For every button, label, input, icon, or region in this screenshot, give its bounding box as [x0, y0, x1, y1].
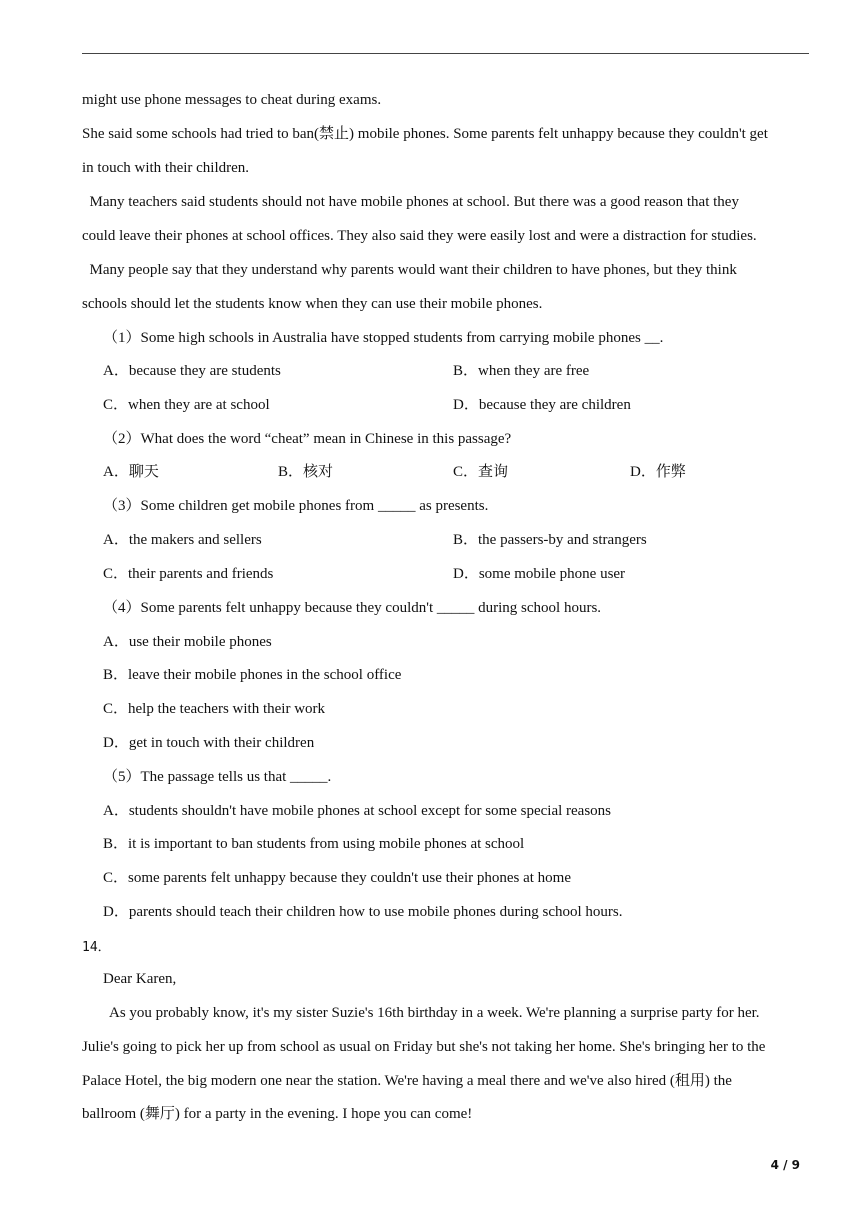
option-c: C．查询 [453, 464, 509, 480]
passage-line: Many people say that they understand why parents would want their children to have phones, but they think [82, 262, 737, 278]
letter-line: As you probably know, it's my sister Suzie's 16th birthday in a week. We're planning a surprise party for her. [109, 1005, 760, 1021]
question-stem: （3）Some children get mobile phones from _____ as presents. [103, 498, 489, 514]
option-a: A．because they are students [103, 363, 281, 379]
question-stem: （2）What does the word “cheat” mean in Chinese in this passage? [103, 431, 512, 447]
option-b: B．when they are free [453, 363, 590, 379]
passage-line: Many teachers said students should not have mobile phones at school. But there was a good reason that they [82, 194, 739, 210]
passage-line: might use phone messages to cheat during exams. [82, 92, 382, 108]
option-d: D．some mobile phone user [453, 566, 626, 582]
option-a: A．use their mobile phones [103, 634, 272, 650]
question-stem: （4）Some parents felt unhappy because they couldn't _____ during school hours. [103, 600, 602, 616]
option-b: B．it is important to ban students from using mobile phones at school [103, 836, 525, 852]
option-a: A．students shouldn't have mobile phones at school except for some special reasons [103, 803, 612, 819]
option-d: D．parents should teach their children how to use mobile phones during school hours. [103, 904, 623, 920]
question-stem: （1）Some high schools in Australia have stopped students from carrying mobile phones __. [103, 330, 664, 346]
passage-line: She said some schools had tried to ban(禁止) mobile phones. Some parents felt unhappy because they couldn't get [82, 126, 768, 142]
option-d: D．get in touch with their children [103, 735, 315, 751]
option-c: C．help the teachers with their work [103, 701, 326, 717]
option-a: A．the makers and sellers [103, 532, 262, 548]
question-number: 14． [82, 940, 111, 955]
header-rule [82, 53, 809, 54]
passage-line: could leave their phones at school offices. They also said they were easily lost and were a distraction for studies. [82, 228, 757, 244]
letter-greeting: Dear Karen, [103, 971, 177, 987]
question-stem: （5）The passage tells us that _____. [103, 769, 332, 785]
option-c: C．some parents felt unhappy because they couldn't use their phones at home [103, 870, 571, 886]
letter-line: Palace Hotel, the big modern one near the station. We're having a meal there and we've also hired (租用) the [82, 1073, 732, 1089]
option-d: D．作弊 [630, 464, 686, 480]
passage-line: schools should let the students know when they can use their mobile phones. [82, 296, 543, 312]
letter-line: Julie's going to pick her up from school as usual on Friday but she's not taking her home. She's bringing her to the [82, 1039, 766, 1055]
letter-line: ballroom (舞厅) for a party in the evening. I hope you can come! [82, 1106, 473, 1122]
passage-line: in touch with their children. [82, 160, 250, 176]
option-b: B．the passers-by and strangers [453, 532, 647, 548]
option-c: C．when they are at school [103, 397, 270, 413]
option-b: B．核对 [278, 464, 334, 480]
page-number: 4 / 9 [770, 1158, 800, 1172]
option-d: D．because they are children [453, 397, 631, 413]
option-a: A．聊天 [103, 464, 159, 480]
option-b: B．leave their mobile phones in the school office [103, 667, 402, 683]
option-c: C．their parents and friends [103, 566, 274, 582]
